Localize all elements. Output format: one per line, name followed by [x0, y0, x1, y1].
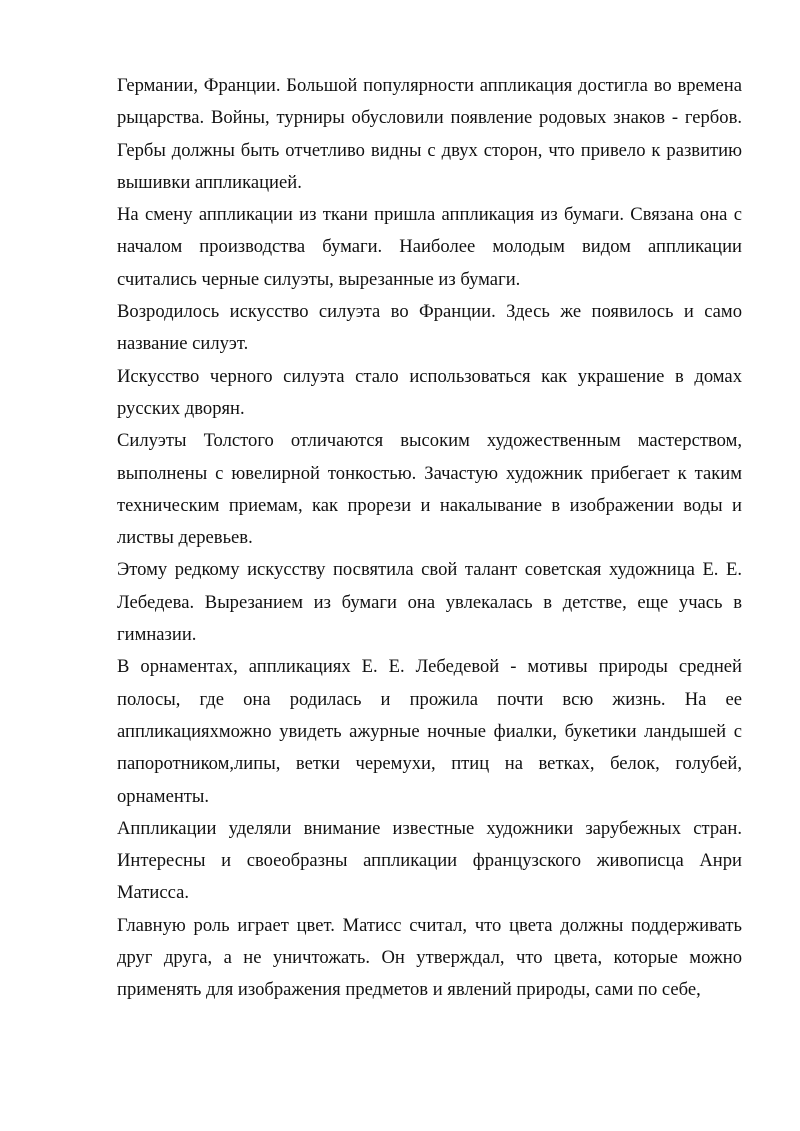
paragraph-foreign-artists: Аппликации уделяли внимание известные художники зарубежных стран. Интересны и своеобразны аппликации французского живописца Анри Матисса.: [117, 817, 742, 904]
paragraph-silhouette-france: Возродилось искусство силуэта во Франции. Здесь же появилось и само название силуэт.: [117, 301, 742, 355]
paragraph-heraldry: Германии, Франции. Большой популярности аппликация достигла во времена рыцарства. Войны, турниры обусловили появление родовых знаков - гербов. Гербы должны быть отчетливо видны с двух сторон, что привело к развитию вышивки аппликацией.: [117, 75, 742, 193]
paragraph-lebedeva: Этому редкому искусству посвятила свой талант советская художница Е. Е. Лебедева. Вырезанием из бумаги она увлекалась в детстве, еще учась в гимназии.: [117, 559, 742, 646]
paragraph-matisse-color: Главную роль играет цвет. Матисс считал, что цвета должны поддерживать друг друга, а не уничтожать. Он утверждал, что цвета, которые можно применять для изображения предметов и явлений природы, сами по себе,: [117, 914, 742, 1001]
document-page: [117, 70, 742, 1007]
paragraph-paper-applique: На смену аппликации из ткани пришла аппликация из бумаги. Связана она с началом производства бумаги. Наиболее молодым видом аппликации считались черные силуэты, вырезанные из бумаги.: [117, 204, 742, 290]
paragraph-black-silhouette: Искусство черного силуэта стало использоваться как украшение в домах русских дворян.: [117, 365, 742, 419]
paragraph-tolstoy-silhouettes: Силуэты Толстого отличаются высоким художественным мастерством, выполнены с ювелирной тонкостью. Зачастую художник прибегает к таким техническим приемам, как прорези и накалывание в изображении воды и листвы деревьев.: [117, 430, 742, 549]
paragraph-lebedeva-ornaments: В орнаментах, аппликациях Е. Е. Лебедевой - мотивы природы средней полосы, где она родилась и прожила почти всю жизнь. На ее аппликацияхможно увидеть ажурные ночные фиалки, букетики ландышей с папоротником,липы, ветки черемухи, птиц на ветках, белок, голубей, орнаменты.: [117, 656, 742, 807]
